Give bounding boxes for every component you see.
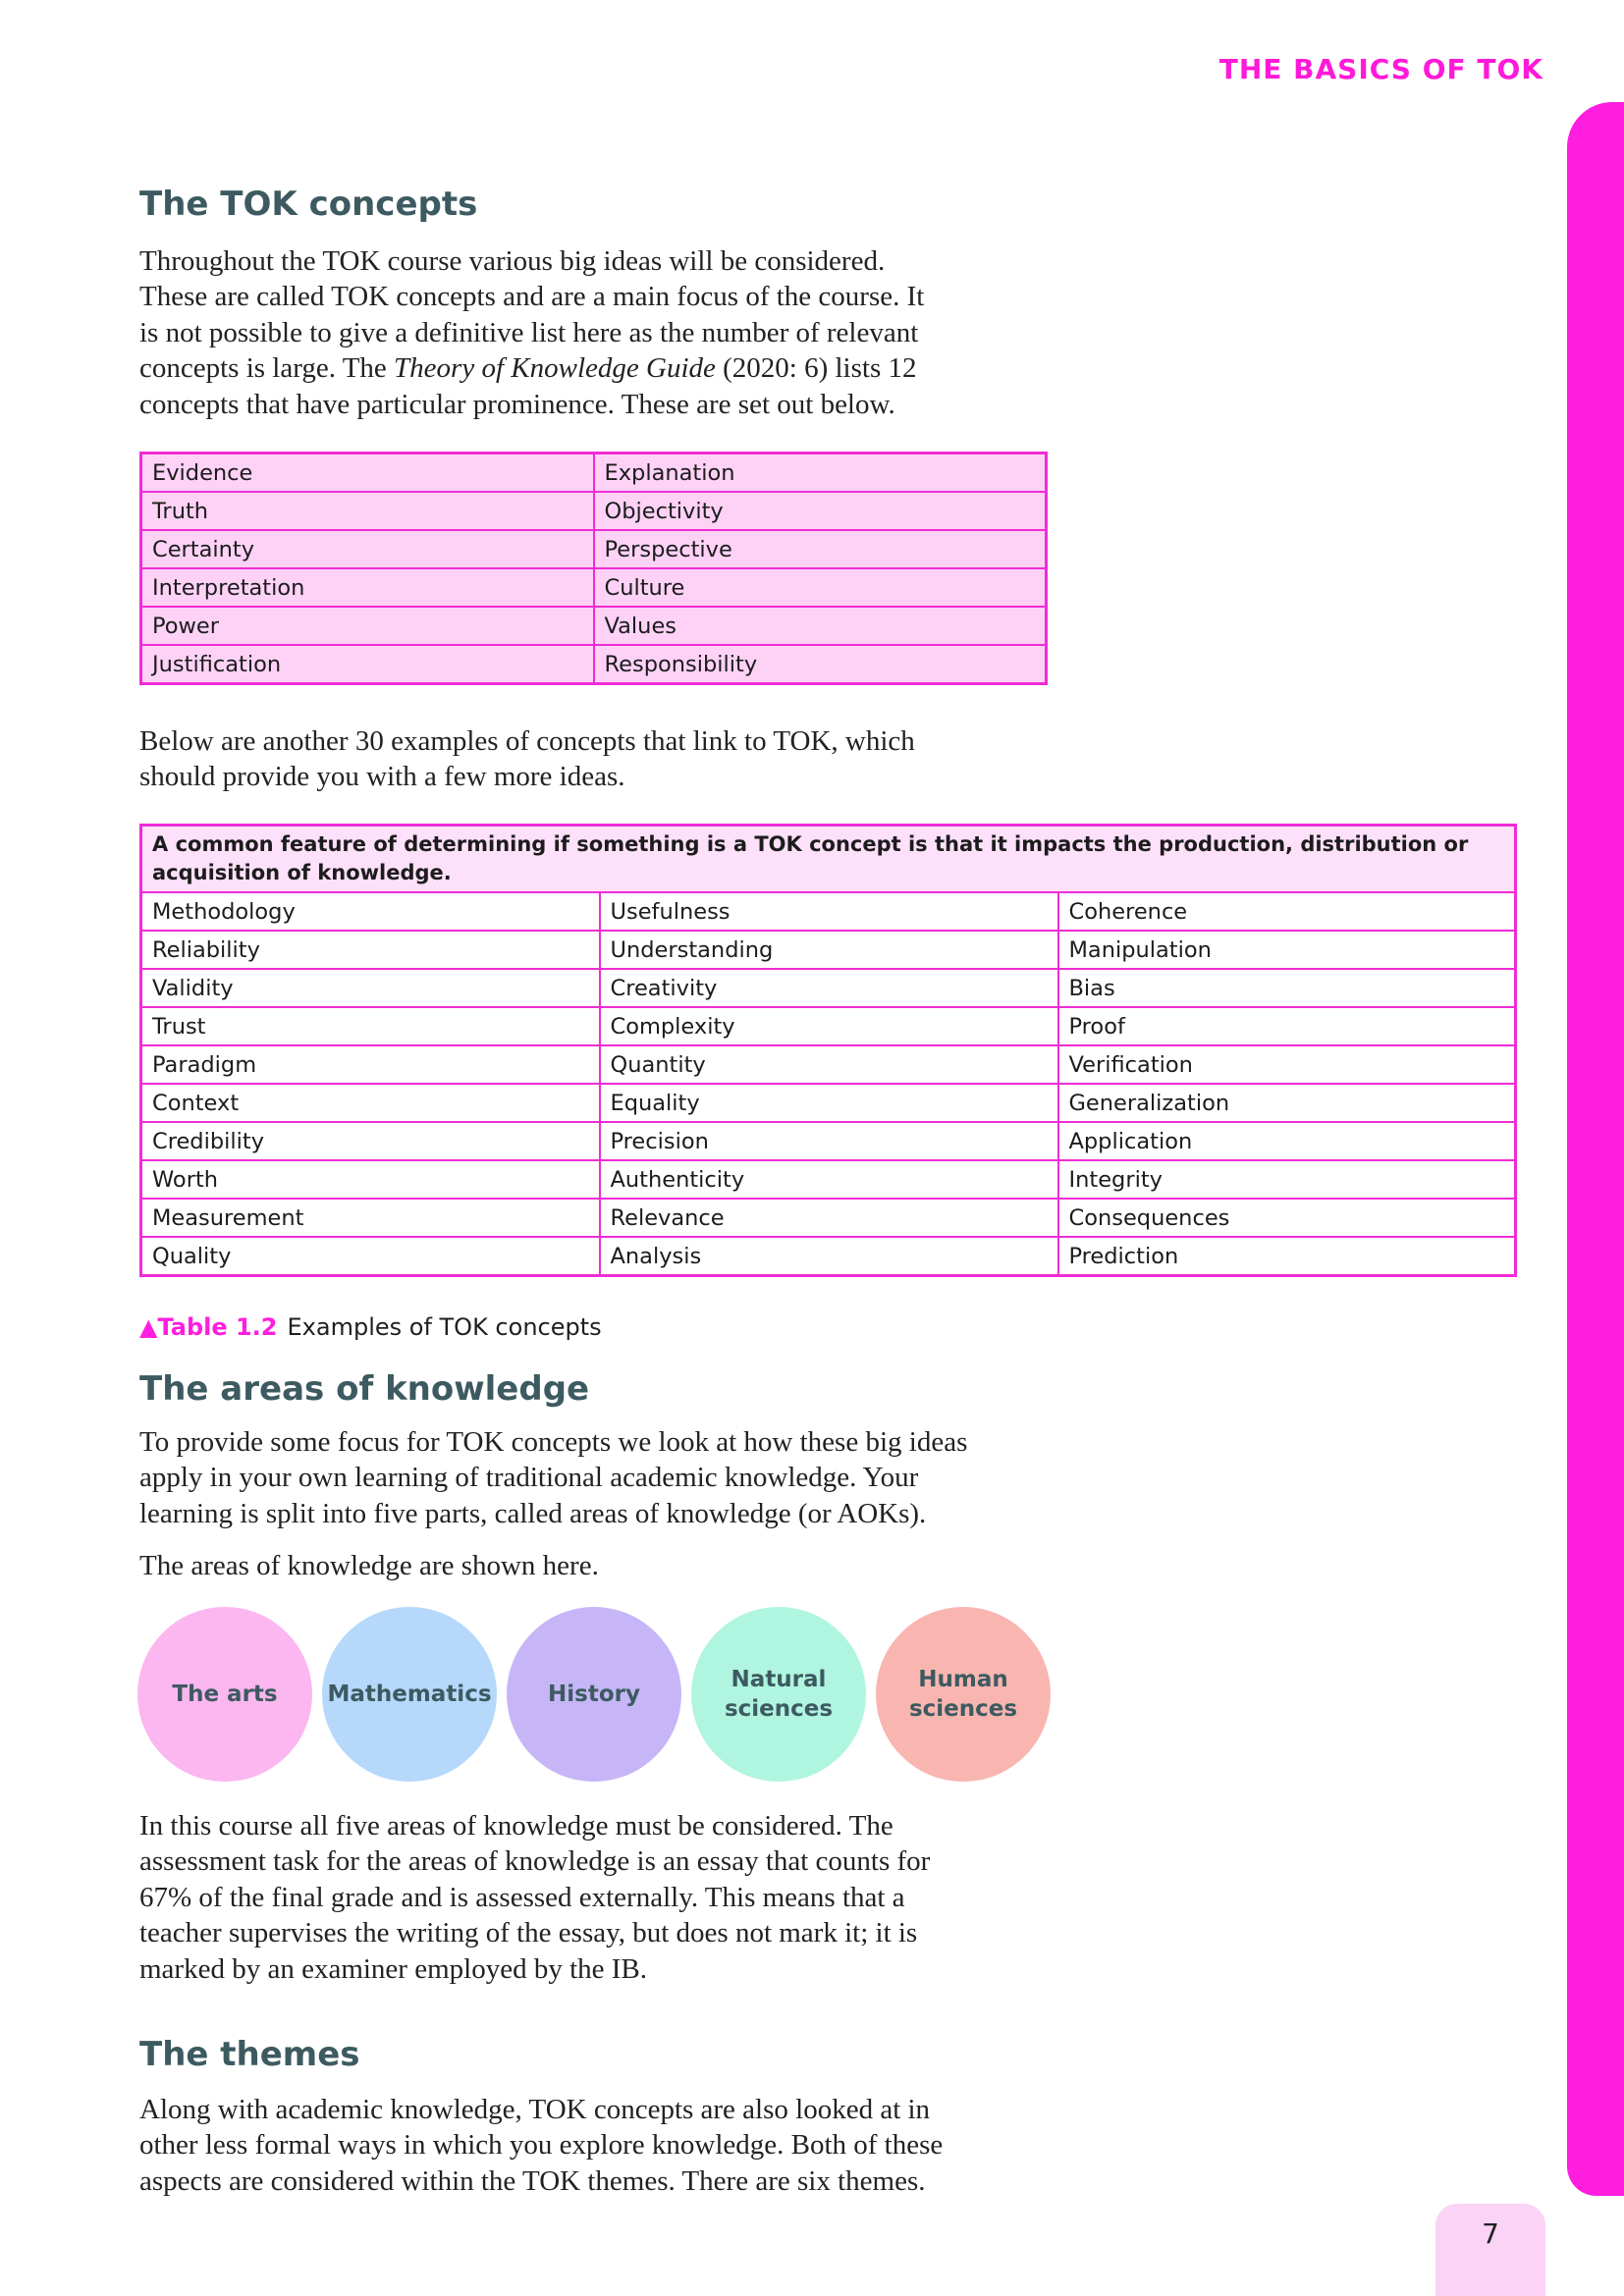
- paragraph-line: Below are another 30 examples of concepts that link to TOK, which: [139, 725, 915, 757]
- paragraph-line: aspects are considered within the TOK themes. There are six themes.: [139, 2164, 926, 2197]
- table-cell: Reliability: [141, 931, 600, 969]
- table-cell: Context: [141, 1084, 600, 1122]
- table-cell: Justification: [141, 645, 594, 684]
- paragraph-line: (2020: 6) lists 12: [715, 352, 917, 385]
- table-cell: Analysis: [600, 1237, 1058, 1276]
- table-cell: Perspective: [594, 530, 1047, 568]
- page-number: 7: [1435, 2204, 1545, 2296]
- table-cell: Methodology: [141, 892, 600, 931]
- table-row: [141, 1045, 1516, 1084]
- paragraph-line: is not possible to give a definitive list here as the number of relevant: [139, 316, 919, 348]
- triangle-icon: ▲: [139, 1313, 158, 1341]
- table-cell: Bias: [1058, 969, 1516, 1007]
- table-cell: Interpretation: [141, 568, 594, 607]
- paragraph-line: concepts that have particular prominence. These are set out below.: [139, 388, 895, 420]
- paragraph-line: 67% of the final grade and is assessed externally. This means that a: [139, 1881, 905, 1913]
- guide-title: Theory of Knowledge Guide: [394, 352, 716, 385]
- aok-intro: The areas of knowledge are shown here.: [139, 1550, 599, 1581]
- table-cell: Culture: [594, 568, 1047, 607]
- table-cell: Creativity: [600, 969, 1058, 1007]
- table-cell: Validity: [141, 969, 600, 1007]
- aok-circle-history: History: [507, 1607, 681, 1782]
- table-cell: Quantity: [600, 1045, 1058, 1084]
- tok-concepts-table: [139, 452, 1048, 685]
- table-row: [141, 1160, 1516, 1199]
- table-cell: Authenticity: [600, 1160, 1058, 1199]
- themes-paragraph: [139, 2092, 943, 2199]
- table-cell: Equality: [600, 1084, 1058, 1122]
- table-row: [141, 568, 1047, 607]
- paragraph-line: Throughout the TOK course various big ideas will be considered.: [139, 245, 886, 277]
- paragraph-line: teacher supervises the writing of the essay, but does not mark it; it is: [139, 1917, 918, 1949]
- table-row: [141, 607, 1047, 645]
- table-cell: Usefulness: [600, 892, 1058, 931]
- table-row: [141, 1122, 1516, 1160]
- table-cell: Certainty: [141, 530, 594, 568]
- table-cell: Relevance: [600, 1199, 1058, 1237]
- side-tab-bar: [1567, 102, 1624, 2196]
- section-heading-areas-of-knowledge: The areas of knowledge: [139, 1369, 590, 1409]
- table-row: [141, 892, 1516, 931]
- aok-circle-human-sciences: Human sciences: [876, 1607, 1051, 1782]
- paragraph-line: marked by an examiner employed by the IB.: [139, 1952, 648, 1985]
- table-cell: Paradigm: [141, 1045, 600, 1084]
- table-cell: Precision: [600, 1122, 1058, 1160]
- paragraph-line: learning is split into five parts, called areas of knowledge (or AOKs).: [139, 1497, 927, 1529]
- aok-circle-the-arts: The arts: [137, 1607, 312, 1782]
- paragraph-line: Along with academic knowledge, TOK concepts are also looked at in: [139, 2094, 931, 2125]
- table-row: [141, 645, 1047, 684]
- table-cell: Evidence: [141, 454, 594, 493]
- table-cell: Consequences: [1058, 1199, 1516, 1237]
- paragraph-line: In this course all five areas of knowledge must be considered. The: [139, 1810, 893, 1842]
- table-cell: Power: [141, 607, 594, 645]
- table-cell: Prediction: [1058, 1237, 1516, 1276]
- table-cell: Verification: [1058, 1045, 1516, 1084]
- aok-assessment-paragraph: [139, 1808, 930, 1987]
- section-heading-tok-concepts: The TOK concepts: [139, 185, 478, 224]
- table-cell: Understanding: [600, 931, 1058, 969]
- table-cell: Manipulation: [1058, 931, 1516, 969]
- section-heading-themes: The themes: [139, 2035, 360, 2074]
- table-row: [141, 931, 1516, 969]
- table-cell: Explanation: [594, 454, 1047, 493]
- table-cell: Values: [594, 607, 1047, 645]
- areas-of-knowledge-diagram: [137, 1607, 1051, 1784]
- table-cell: Truth: [141, 492, 594, 530]
- paragraph-line: assessment task for the areas of knowledge is an essay that counts for: [139, 1845, 931, 1878]
- more-concepts-table: [139, 824, 1517, 1277]
- table-row: [141, 1084, 1516, 1122]
- aok-circle-mathematics: Mathematics: [322, 1607, 497, 1782]
- paragraph-line: should provide you with a few more ideas.: [139, 761, 625, 793]
- table-row: [141, 1199, 1516, 1237]
- aok-paragraph: [139, 1424, 967, 1531]
- table-cell: Integrity: [1058, 1160, 1516, 1199]
- table-row: [141, 969, 1516, 1007]
- table-row: [141, 530, 1047, 568]
- paragraph-line: concepts is large. The: [139, 352, 395, 385]
- paragraph-line: These are called TOK concepts and are a main focus of the course. It: [139, 281, 925, 313]
- table-cell: Worth: [141, 1160, 600, 1199]
- table-caption: [139, 1313, 602, 1341]
- table-cell: Proof: [1058, 1007, 1516, 1045]
- tok-concepts-paragraph: [139, 243, 924, 422]
- table-cell: Generalization: [1058, 1084, 1516, 1122]
- table-cell: Responsibility: [594, 645, 1047, 684]
- table-note: A common feature of determining if something is a TOK concept is that it impacts the production, distribution or acquisition of knowledge.: [141, 826, 1516, 893]
- paragraph-line: apply in your own learning of traditional academic knowledge. Your: [139, 1462, 919, 1494]
- running-head: THE BASICS OF TOK: [1218, 53, 1543, 85]
- table-cell: Application: [1058, 1122, 1516, 1160]
- table-cell: Trust: [141, 1007, 600, 1045]
- table-row: [141, 1007, 1516, 1045]
- table-row: [141, 492, 1047, 530]
- paragraph-line: other less formal ways in which you explore knowledge. Both of these: [139, 2129, 944, 2162]
- more-concepts-paragraph: [139, 723, 915, 795]
- table-cell: Measurement: [141, 1199, 600, 1237]
- table-row: [141, 454, 1047, 493]
- table-cell: Credibility: [141, 1122, 600, 1160]
- caption-text: Examples of TOK concepts: [287, 1313, 602, 1341]
- table-cell: Quality: [141, 1237, 600, 1276]
- table-cell: Coherence: [1058, 892, 1516, 931]
- caption-label: Table 1.2: [157, 1313, 278, 1341]
- aok-circle-natural-sciences: Natural sciences: [691, 1607, 866, 1782]
- paragraph-line: To provide some focus for TOK concepts we look at how these big ideas: [139, 1426, 968, 1458]
- table-cell: Complexity: [600, 1007, 1058, 1045]
- table-cell: Objectivity: [594, 492, 1047, 530]
- table-row: [141, 1237, 1516, 1276]
